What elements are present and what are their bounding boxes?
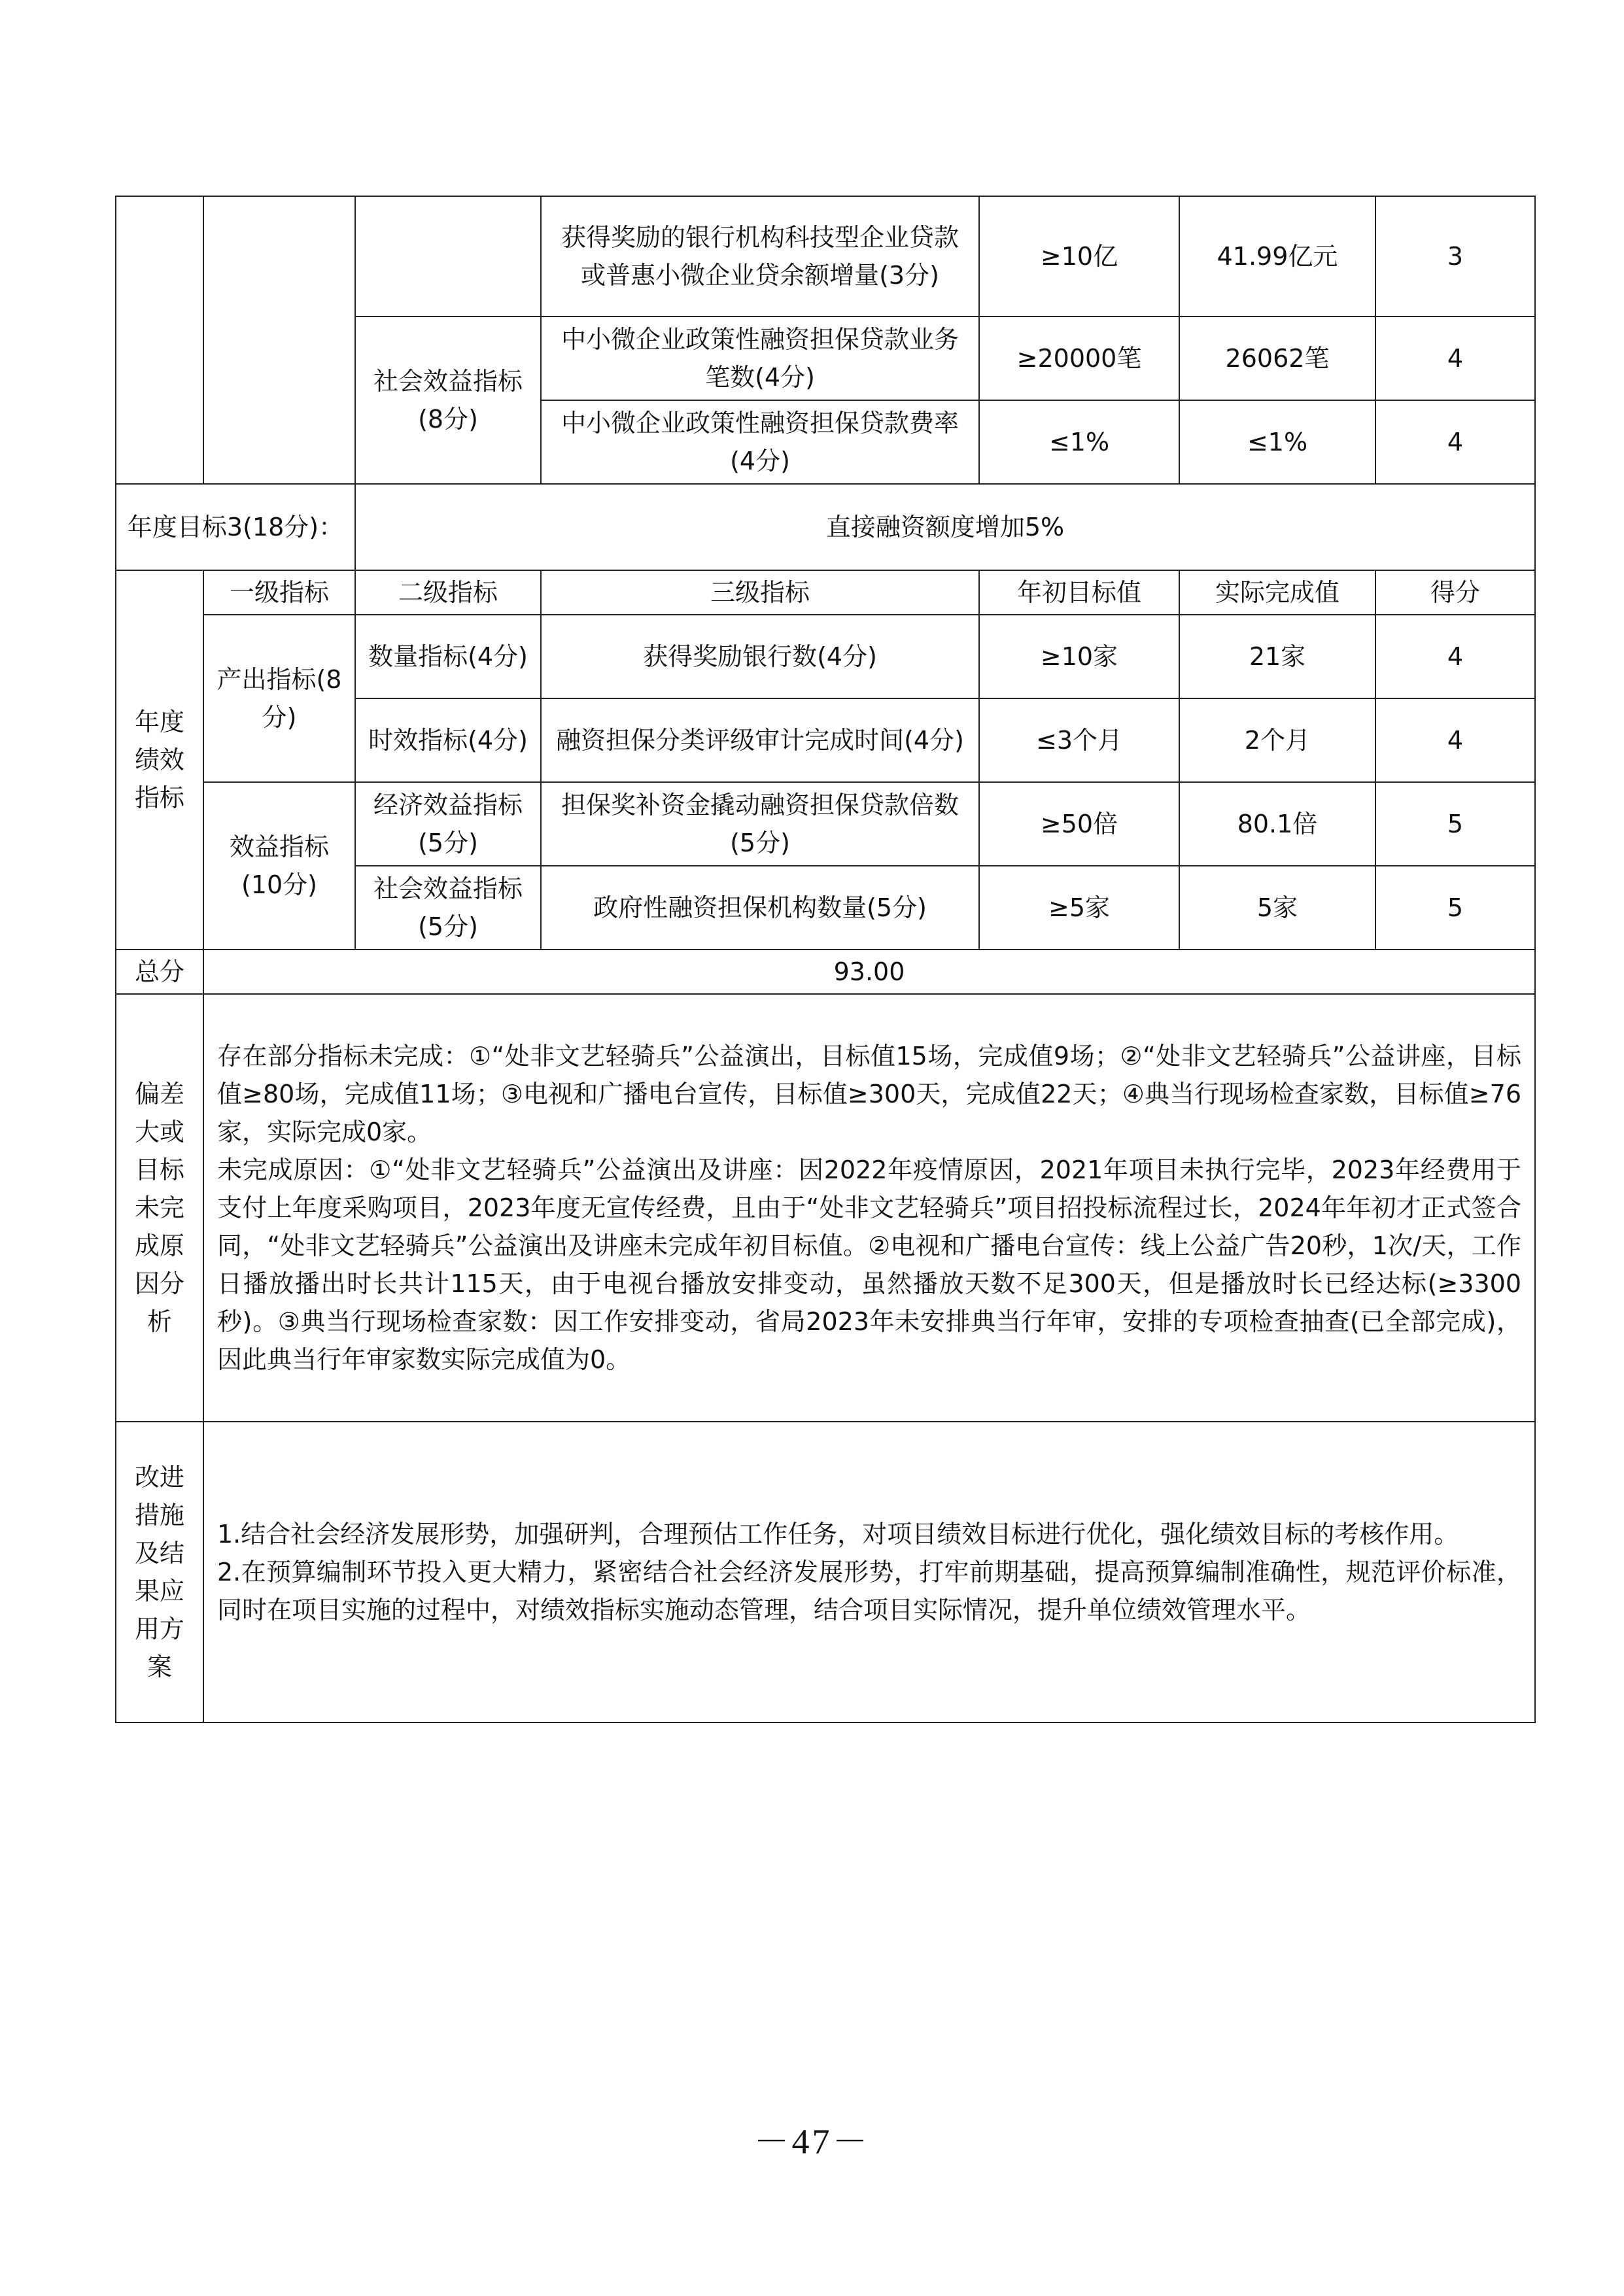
score: 4 (1375, 400, 1535, 484)
actual-value: 21家 (1179, 615, 1375, 698)
actual-value: 26062笔 (1179, 317, 1375, 400)
score: 4 (1375, 317, 1535, 400)
table-row (116, 1422, 1535, 1722)
deviation-text (203, 994, 1535, 1422)
level2-indicator: 经济效益指标(5分) (355, 782, 541, 866)
level3-indicator: 获得奖励银行数(4分) (541, 615, 979, 698)
target-value: ≥5家 (979, 866, 1179, 950)
column-header: 一级指标 (203, 570, 355, 615)
column-header: 得分 (1375, 570, 1535, 615)
score: 5 (1375, 782, 1535, 866)
score: 4 (1375, 698, 1535, 782)
table-row (116, 484, 1535, 570)
level3-indicator: 担保奖补资金撬动融资担保贷款倍数(5分) (541, 782, 979, 866)
level3-indicator: 政府性融资担保机构数量(5分) (541, 866, 979, 950)
page-number: －47－ (753, 2122, 871, 2161)
level3-indicator: 中小微企业政策性融资担保贷款费率(4分) (541, 400, 979, 484)
benefit-indicator-label: 效益指标(10分) (203, 782, 355, 950)
deviation-label: 偏差大或目标未完成原因分析 (116, 994, 203, 1422)
total-value: 93.00 (203, 950, 1535, 994)
table-row (116, 615, 1535, 698)
output-indicator-label: 产出指标(8分) (203, 615, 355, 782)
level2-indicator: 社会效益指标(5分) (355, 866, 541, 950)
deviation-paragraph: 未完成原因：①“处非文艺轻骑兵”公益演出及讲座：因2022年疫情原因，2021年项目未执行完毕，2023年经费用于支付上年度采购项目，2023年度无宣传经费，且由于“处非文艺轻骑兵”项目招投标流程过长，2024年年初才正式签合同，“处非文艺轻骑兵”公益演出及讲座未完成年初目标值。②电视和广播电台宣传：线上公益广告20秒，1次/天，工作日播放播出时长共计115天，由于电视台播放安排变动，虽然播放天数不足300天，但是播放时长已经达标(≥3300秒)。③典当行现场检查家数：因工作安排变动，省局2023年未安排典当行年审，安排的专项检查抽查(已全部完成)，因此典当行年审家数实际完成值为0。 (217, 1156, 1521, 1374)
score: 4 (1375, 615, 1535, 698)
actual-value: 80.1倍 (1179, 782, 1375, 866)
column-header: 实际完成值 (1179, 570, 1375, 615)
level3-indicator: 融资担保分类评级审计完成时间(4分) (541, 698, 979, 782)
score: 5 (1375, 866, 1535, 950)
deviation-paragraph: 存在部分指标未完成：①“处非文艺轻骑兵”公益演出，目标值15场，完成值9场；②“处非文艺轻骑兵”公益讲座，目标值≥80场，完成值11场；③电视和广播电台宣传，目标值≥300天，完成值22天；④典当行现场检查家数，目标值≥76家，实际完成0家。 (217, 1042, 1521, 1146)
level3-indicator: 获得奖励的银行机构科技型企业贷款或普惠小微企业贷余额增量(3分) (541, 196, 979, 317)
target-value: ≥20000笔 (979, 317, 1179, 400)
actual-value: ≤1% (1179, 400, 1375, 484)
improvement-paragraph: 2.在预算编制环节投入更大精力，紧密结合社会经济发展形势，打牢前期基础，提高预算编制准确性，规范评价标准，同时在项目实施的过程中，对绩效指标实施动态管理，结合项目实际情况，提升单位绩效管理水平。 (217, 1558, 1521, 1624)
target-value: ≥50倍 (979, 782, 1179, 866)
target-value: ≤3个月 (979, 698, 1179, 782)
target-value: ≤1% (979, 400, 1179, 484)
performance-table (115, 196, 1536, 1723)
level2-indicator: 数量指标(4分) (355, 615, 541, 698)
blank-cell (116, 196, 203, 484)
table-row (116, 782, 1535, 866)
goal3-label: 年度目标3(18分)： (116, 484, 355, 570)
total-label: 总分 (116, 950, 203, 994)
table-row (116, 994, 1535, 1422)
column-header: 二级指标 (355, 570, 541, 615)
improvement-label: 改进措施及结果应用方案 (116, 1422, 203, 1722)
target-value: ≥10亿 (979, 196, 1179, 317)
table-header-row (116, 570, 1535, 615)
target-value: ≥10家 (979, 615, 1179, 698)
social-benefit-label: 社会效益指标(8分) (355, 317, 541, 484)
actual-value: 41.99亿元 (1179, 196, 1375, 317)
score: 3 (1375, 196, 1535, 317)
column-header: 年初目标值 (979, 570, 1179, 615)
goal3-value: 直接融资额度增加5% (355, 484, 1535, 570)
level3-indicator: 中小微企业政策性融资担保贷款业务笔数(4分) (541, 317, 979, 400)
annual-indicator-label: 年度绩效指标 (116, 570, 203, 950)
blank-cell (355, 196, 541, 317)
level2-indicator: 时效指标(4分) (355, 698, 541, 782)
table-row (116, 950, 1535, 994)
blank-cell (203, 196, 355, 484)
actual-value: 2个月 (1179, 698, 1375, 782)
improvement-paragraph: 1.结合社会经济发展形势，加强研判，合理预估工作任务，对项目绩效目标进行优化，强化绩效目标的考核作用。 (217, 1520, 1459, 1549)
table-row (116, 196, 1535, 317)
actual-value: 5家 (1179, 866, 1375, 950)
column-header: 三级指标 (541, 570, 979, 615)
improvement-text (203, 1422, 1535, 1722)
